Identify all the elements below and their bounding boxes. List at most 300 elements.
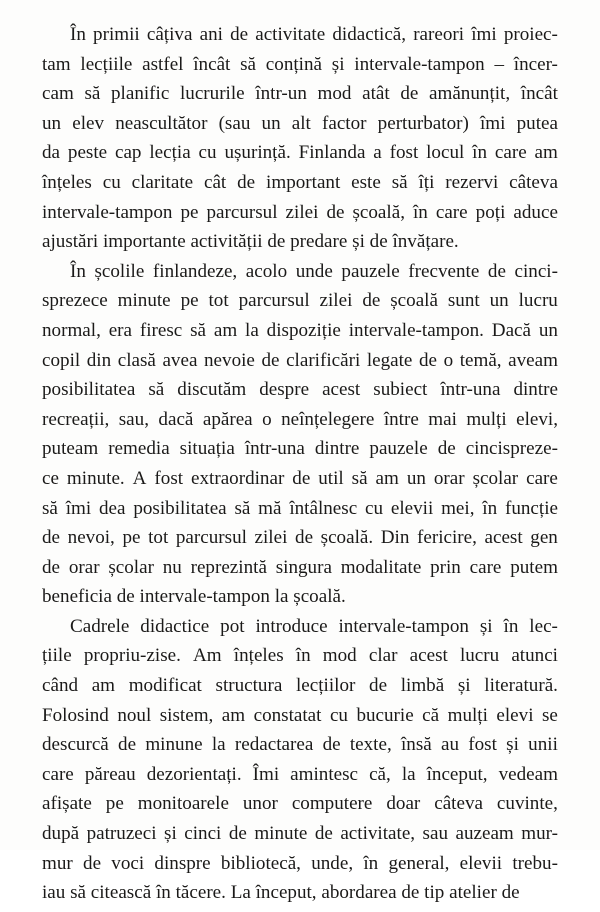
line-word: vedeam (498, 763, 558, 785)
line-word: într-una (440, 379, 501, 401)
line-word: să (240, 53, 257, 75)
line-word: activitate (255, 24, 326, 45)
line-word: școlile (94, 260, 145, 282)
text-line (42, 527, 558, 557)
text-line (42, 498, 558, 528)
line-word: noul (117, 704, 152, 726)
text-line (42, 409, 558, 439)
line-word: da (42, 142, 61, 164)
text-line (42, 24, 558, 54)
line-word: A (132, 467, 147, 489)
line-word: de (322, 734, 341, 756)
line-word: de (362, 290, 381, 312)
line-word: în (295, 645, 311, 667)
line-word: sistem, (159, 704, 214, 726)
line-word: păreau (84, 763, 136, 785)
line-word: care (469, 556, 502, 578)
line-word: doar (386, 793, 421, 815)
line-word: temă, (459, 349, 502, 371)
line-word: mulți (466, 408, 507, 430)
line-word: înțeles (233, 645, 284, 667)
line-word: În (70, 24, 86, 45)
line-word: acest (409, 645, 448, 667)
line-word: elevii (390, 497, 434, 519)
line-word: fost (468, 734, 497, 756)
line-word: să (84, 83, 101, 105)
line-word: Folosind (42, 704, 109, 726)
line-word: patruzeci (86, 823, 157, 845)
line-word: pe (122, 527, 141, 549)
line-word: legate (366, 349, 413, 371)
line-word: elev (72, 112, 105, 134)
line-word: activitate, (340, 823, 416, 845)
line-word: de (118, 734, 137, 756)
line-word: minute (117, 290, 171, 312)
line-word: limbă (400, 675, 445, 697)
line-word: să (234, 497, 251, 519)
line-word: tot (208, 290, 229, 312)
line-word: din (86, 349, 112, 371)
text-line (42, 379, 558, 409)
line-word: alt (291, 112, 311, 134)
line-word: minute. (66, 467, 125, 489)
line-word: frecvente (408, 260, 480, 282)
line-word: redactarea (234, 734, 314, 756)
line-word: poți (475, 201, 506, 223)
line-word: în (412, 201, 428, 223)
line-word: sau, (118, 408, 149, 430)
line-word: că, (369, 763, 391, 785)
line-word: îmi (65, 497, 92, 519)
line-word: literatură. (484, 675, 558, 697)
line-word: despre (259, 379, 310, 401)
line-word: câteva (434, 793, 483, 815)
line-word: și (457, 675, 471, 697)
line-word: să (190, 319, 207, 341)
text-line (42, 172, 558, 202)
line-word: dea (99, 497, 126, 519)
line-word: aduce (513, 201, 558, 223)
line-word: a (373, 142, 382, 164)
line-word: se (541, 704, 558, 726)
line-word: și (164, 823, 177, 845)
line-word: afișate (42, 793, 92, 815)
line-word: parcursul (175, 527, 247, 549)
line-word: lecția (149, 142, 191, 164)
line-word: mur (42, 852, 73, 874)
line-word: un (406, 467, 426, 489)
line-word: Din (380, 527, 410, 549)
line-word: lucru (518, 290, 558, 312)
line-word: câțiva (146, 24, 193, 45)
line-word: că (422, 704, 440, 726)
line-word: peste (67, 142, 108, 164)
line-word: dinspre (154, 852, 211, 874)
line-word: unde (295, 260, 333, 282)
line-word: firesc (139, 319, 183, 341)
line-word: mod (322, 645, 357, 667)
line-word: cât (203, 171, 227, 193)
text-line (42, 142, 558, 172)
line-word: de (237, 171, 256, 193)
line-word: didactice (140, 615, 210, 637)
line-word: care (526, 467, 558, 489)
line-word: de (228, 823, 247, 845)
line-word: în (363, 852, 379, 874)
line-word: parcursul (238, 290, 310, 312)
line-word: la (245, 319, 259, 341)
line-word: îmi (471, 24, 497, 45)
line-word: posibilitatea (133, 497, 227, 519)
line-word: școlar (472, 467, 519, 489)
line-word: și (479, 615, 493, 637)
text-line (42, 645, 558, 675)
line-word: copil (42, 349, 81, 371)
line-word: recreații, (42, 408, 110, 430)
line-word: lecțiilor (295, 675, 356, 697)
line-word: subiect (373, 379, 428, 401)
line-word: zilei (285, 201, 319, 223)
line-word: unii (528, 734, 558, 756)
line-word: singura (275, 556, 332, 578)
line-word: În (70, 260, 86, 282)
text-line (42, 54, 558, 84)
line-word: școală (390, 290, 438, 312)
line-word: primii (93, 24, 140, 45)
line-word: Dacă (491, 319, 532, 341)
text-line (42, 616, 558, 646)
line-word: pot (220, 615, 245, 637)
line-word: câteva (509, 171, 558, 193)
line-word: dispoziție (266, 319, 341, 341)
line-text: iau să citească în tăcere. La început, abordarea de tip atelier de (42, 882, 520, 904)
line-word: elevii (459, 852, 503, 874)
line-word: înțeles (42, 171, 92, 193)
line-word: școală. (320, 527, 374, 549)
line-word: amănunțit, (429, 83, 511, 105)
line-word: am (213, 319, 238, 341)
line-word: încât (520, 83, 558, 105)
line-word: care (494, 142, 527, 164)
line-word: (sau (218, 112, 251, 134)
line-word: clasă (117, 349, 156, 371)
line-word: intervale-tampon (338, 615, 469, 637)
line-word: să (351, 467, 368, 489)
line-word: îmi (480, 112, 506, 134)
line-word: remedia (108, 438, 170, 460)
line-word: aveam (508, 349, 558, 371)
line-word: de (314, 823, 333, 845)
line-word: mai (428, 408, 457, 430)
line-word: orar (433, 467, 465, 489)
line-word: cu (102, 171, 121, 193)
line-word: întâlnesc (289, 497, 358, 519)
line-word: descurcă (42, 734, 109, 756)
line-word: fost (154, 467, 184, 489)
line-text: beneficia de intervale-tampon la școală. (42, 586, 346, 608)
line-word: mod (317, 83, 352, 105)
line-word: – (494, 53, 505, 75)
line-word: ușurință. (224, 142, 291, 164)
line-word: gen (530, 527, 558, 549)
line-word: rezervi (445, 171, 499, 193)
line-word: finlandeze, (152, 260, 238, 282)
line-word: clarificări (286, 349, 361, 371)
line-word: minute (254, 823, 308, 845)
line-word: să (391, 171, 408, 193)
line-word: funcție (504, 497, 558, 519)
line-word: introduce (255, 615, 328, 637)
line-word: acolo (245, 260, 288, 282)
line-word: tot (148, 527, 169, 549)
line-word: pe (180, 201, 199, 223)
line-word: Cadrele (70, 615, 130, 637)
line-word: de (292, 467, 311, 489)
text-line (42, 705, 558, 735)
line-word: lec- (529, 615, 558, 637)
text-line (42, 320, 558, 350)
text-line (42, 468, 558, 498)
line-word: lucrurile (179, 83, 245, 105)
line-word: normal, (42, 319, 101, 341)
line-word: un (538, 319, 558, 341)
line-word: bucurie (356, 704, 414, 726)
line-word: îți (418, 171, 435, 193)
line-word: cu (365, 497, 384, 519)
text-line (42, 261, 558, 291)
line-word: de (42, 556, 61, 578)
line-word: ani (199, 24, 223, 45)
line-word: putem (510, 556, 558, 578)
line-word: Finlanda (298, 142, 366, 164)
line-word: trebu- (512, 852, 558, 874)
line-word: intervale-tampon (354, 53, 485, 75)
line-word: un (42, 112, 62, 134)
line-word: de (261, 349, 280, 371)
line-word: în (482, 497, 498, 519)
line-word: nevoi, (67, 527, 115, 549)
text-line (42, 202, 558, 232)
line-word: însă (400, 734, 432, 756)
line-word: cincispreze- (465, 438, 558, 460)
line-word: care (435, 201, 468, 223)
line-word: de (230, 24, 249, 45)
line-word: mei, (441, 497, 475, 519)
line-word: de (487, 260, 506, 282)
line-word: o (443, 349, 454, 371)
line-word: am (91, 675, 116, 697)
line-word: locul (426, 142, 465, 164)
line-word: cam (42, 83, 74, 105)
line-word: conțină (265, 53, 322, 75)
line-word: amintesc (290, 763, 359, 785)
line-word: puteam (42, 438, 99, 460)
line-word: pe (105, 793, 124, 815)
text-line (42, 113, 558, 143)
line-word: cinci (184, 823, 222, 845)
line-word: Am (193, 645, 222, 667)
line-word: modalitate (340, 556, 422, 578)
line-word: rareori (413, 24, 465, 45)
line-word: tam (42, 53, 71, 75)
line-word: elevi (496, 704, 534, 726)
line-word: nevoie (204, 349, 255, 371)
line-word: lecțiile (80, 53, 133, 75)
line-word: am (375, 467, 399, 489)
line-word: perturbator) (377, 112, 469, 134)
line-word: de (326, 201, 345, 223)
line-word: țiile (42, 645, 72, 667)
line-word: încer- (513, 53, 558, 75)
line-word: un (489, 290, 509, 312)
text-line (42, 823, 558, 853)
text-line (42, 557, 558, 587)
text-line (42, 853, 558, 883)
line-word: nu (162, 556, 182, 578)
line-word: de (295, 527, 314, 549)
line-word: dintre (513, 379, 558, 401)
line-word: după (42, 823, 80, 845)
line-word: pauzele (369, 438, 428, 460)
line-word: cuvinte, (496, 793, 558, 815)
line-word: clar (368, 645, 398, 667)
line-word: monitoarele (137, 793, 229, 815)
line-word: de (42, 527, 61, 549)
line-word: început, (426, 763, 488, 785)
line-word: atât (362, 83, 390, 105)
line-word: apărea (202, 408, 253, 430)
line-word: cap (114, 142, 142, 164)
text-line (42, 734, 558, 764)
line-word: fericire, (417, 527, 477, 549)
line-word: structura (215, 675, 283, 697)
line-word: și (331, 53, 345, 75)
line-word: proiec- (503, 24, 558, 45)
line-word: încât (193, 53, 231, 75)
line-word: dezorientați. (146, 763, 242, 785)
line-word: reprezintă (190, 556, 267, 578)
line-word: în (472, 142, 488, 164)
line-word: cu (329, 704, 348, 726)
line-word: parcursul (206, 201, 278, 223)
line-word: o (262, 408, 272, 430)
text-line (42, 793, 558, 823)
text-line (42, 231, 558, 261)
page-text-body (42, 24, 558, 912)
line-word: neînțelegere (281, 408, 375, 430)
line-word: propriu-zise. (83, 645, 181, 667)
line-word: extraordinar (191, 467, 285, 489)
line-text: ajustări importante activității de predare și de învățare. (42, 231, 459, 253)
line-word: atunci (511, 645, 558, 667)
line-word: util (318, 467, 344, 489)
line-word: lucru (459, 645, 500, 667)
line-word: auzeam (455, 823, 514, 845)
line-word: avea (162, 349, 198, 371)
line-word: de (83, 852, 102, 874)
line-word: am (534, 142, 558, 164)
line-word: acest (484, 527, 523, 549)
line-word: orar (68, 556, 100, 578)
line-word: bibliotecă, (220, 852, 301, 874)
line-word: ce (42, 467, 59, 489)
line-word: între (383, 408, 419, 430)
line-word: didactică, (332, 24, 407, 45)
line-word: planific (111, 83, 170, 105)
line-word: texte, (349, 734, 392, 756)
line-word: zilei (254, 527, 288, 549)
text-line (42, 764, 558, 794)
line-word: și (506, 734, 519, 756)
line-word: zilei (319, 290, 353, 312)
line-word: sau (422, 823, 448, 845)
line-word: discutăm (177, 379, 247, 401)
line-word: să (148, 379, 165, 401)
line-word: pe (180, 290, 199, 312)
line-word: posibilitatea (42, 379, 136, 401)
line-word: neascultător (115, 112, 208, 134)
line-word: de (400, 83, 419, 105)
line-word: pauzele (341, 260, 400, 282)
line-word: unde, (311, 852, 354, 874)
text-line (42, 83, 558, 113)
line-word: de (418, 349, 438, 371)
line-word: elevi, (516, 408, 558, 430)
line-word: în (503, 615, 519, 637)
line-word: sprezece (42, 290, 108, 312)
line-word: intervale-tampon (42, 201, 173, 223)
line-word: la (401, 763, 416, 785)
line-word: prin (430, 556, 461, 578)
text-line (42, 675, 558, 705)
line-word: școlar (108, 556, 154, 578)
line-word: mulți (447, 704, 488, 726)
line-word: acest (322, 379, 361, 401)
line-word: situația (179, 438, 235, 460)
line-word: modificat (128, 675, 202, 697)
line-word: este (351, 171, 381, 193)
line-word: care (42, 763, 74, 785)
text-line (42, 290, 558, 320)
line-word: sunt (447, 290, 480, 312)
line-word: general, (388, 852, 450, 874)
line-word: minune (145, 734, 203, 756)
line-word: fost (389, 142, 419, 164)
line-word: școală, (352, 201, 405, 223)
line-word: la (211, 734, 226, 756)
line-word: de (437, 438, 456, 460)
line-word: să (42, 497, 58, 519)
line-word: au (441, 734, 460, 756)
text-line (42, 438, 558, 468)
line-word: era (108, 319, 133, 341)
line-word: de (369, 675, 388, 697)
line-word: putea (516, 112, 558, 134)
line-word: un (261, 112, 281, 134)
line-word: mur- (521, 823, 558, 845)
line-word: într-una (244, 438, 305, 460)
text-line (42, 586, 558, 616)
text-line (42, 350, 558, 380)
line-word: într-un (255, 83, 307, 105)
line-word: important (266, 171, 341, 193)
line-word: claritate (131, 171, 194, 193)
line-word: dacă (158, 408, 194, 430)
text-line (42, 882, 558, 912)
line-word: astfel (142, 53, 184, 75)
line-word: Îmi (252, 763, 280, 785)
line-word: computere (291, 793, 373, 815)
